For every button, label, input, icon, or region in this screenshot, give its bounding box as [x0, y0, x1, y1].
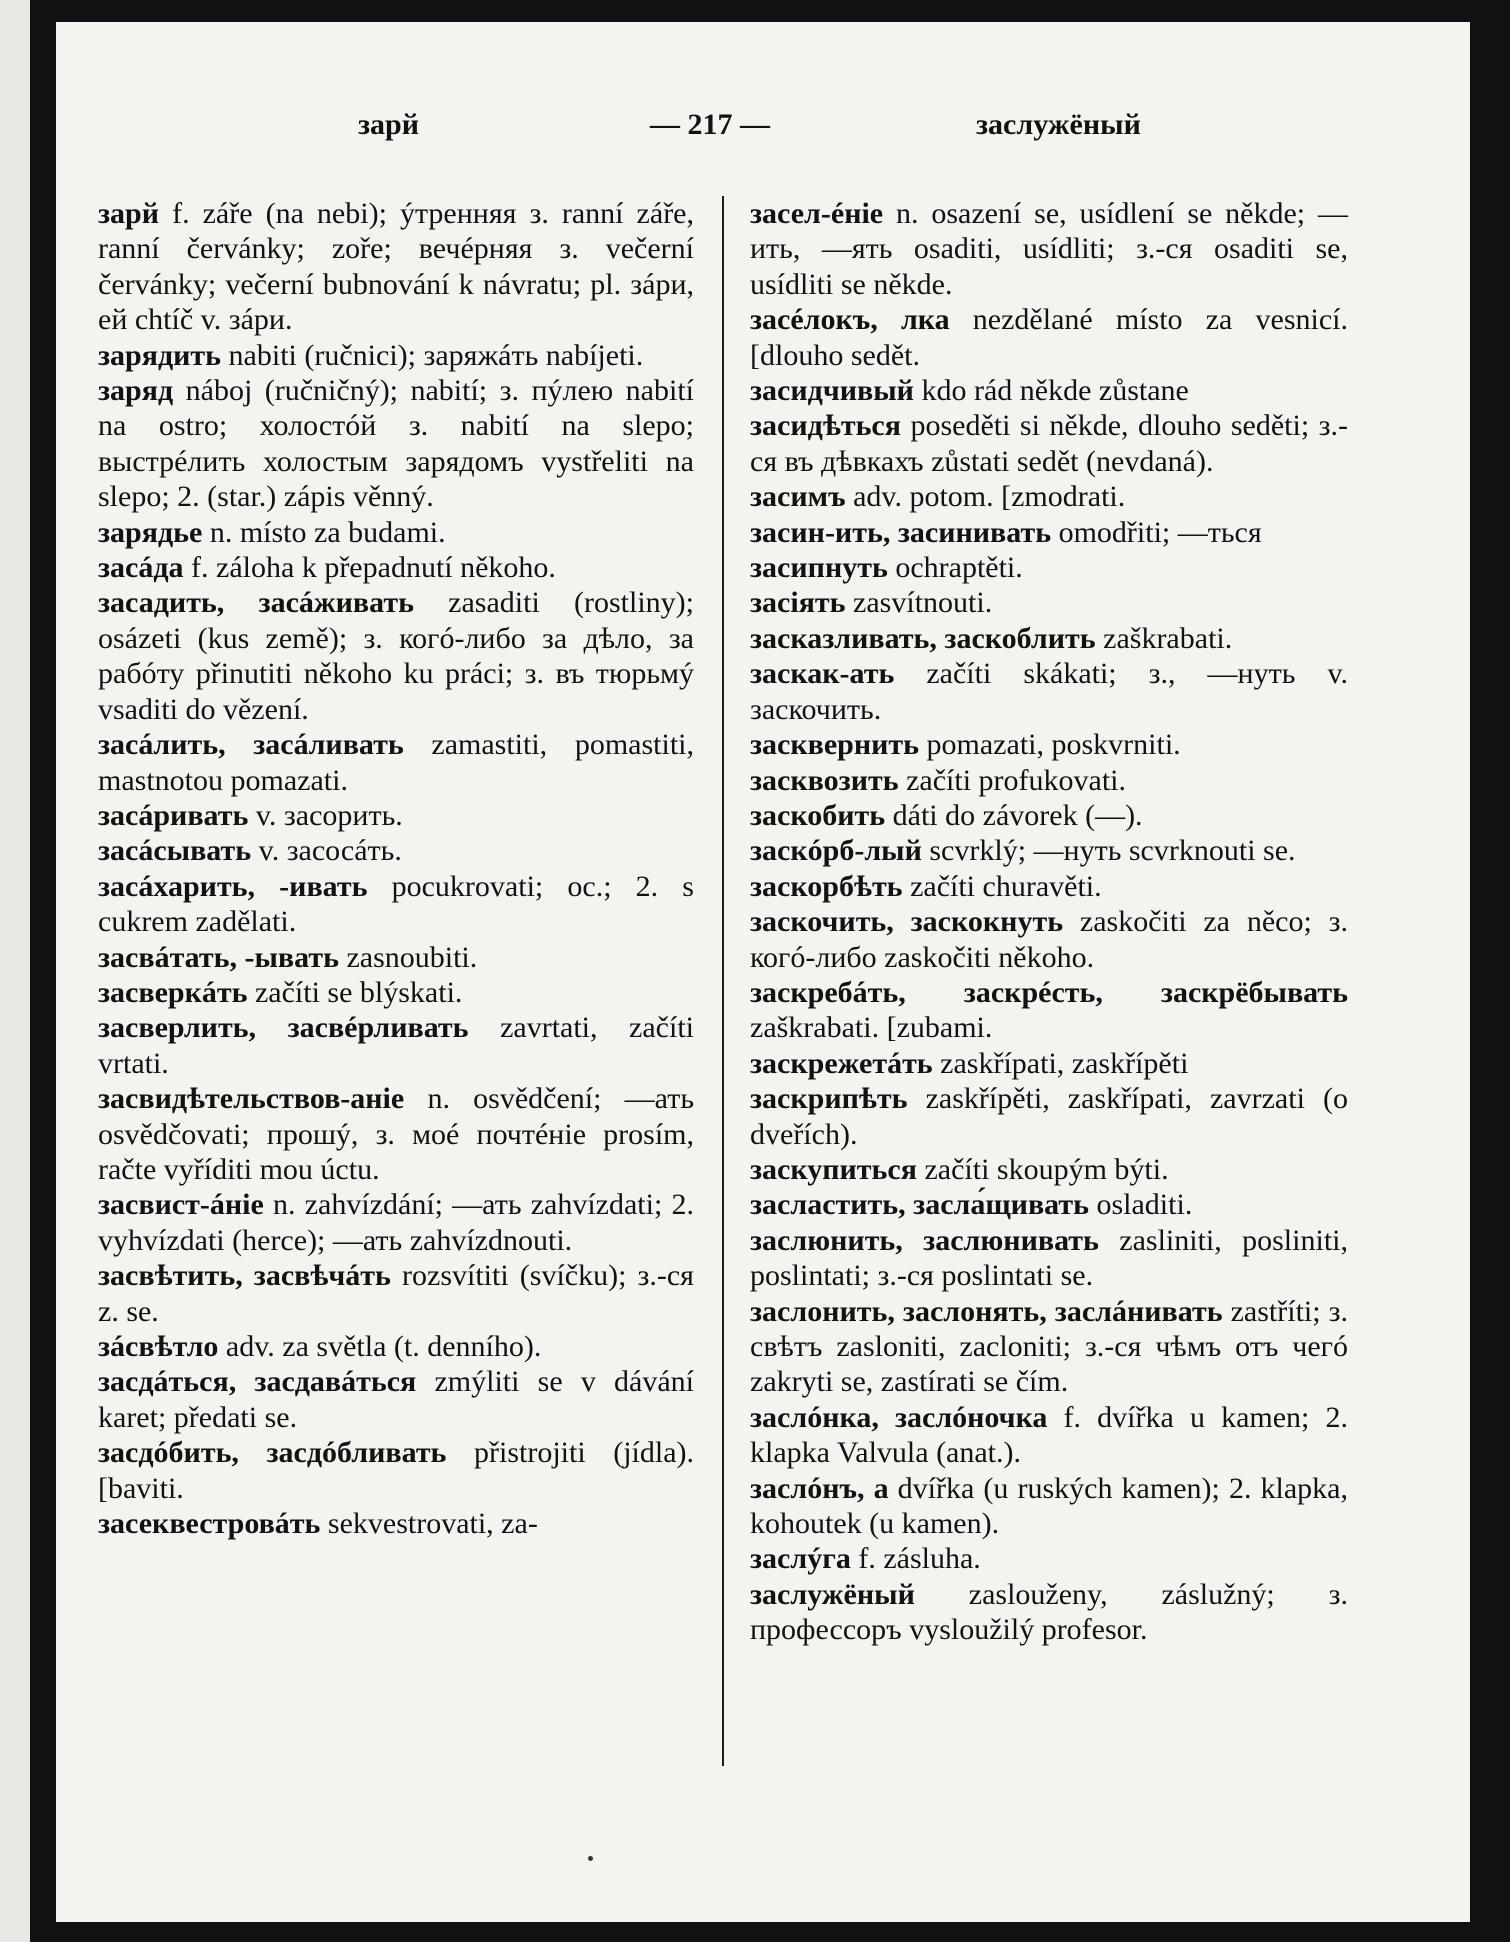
- entry-definition: zastříti; з. свѣтъ zasloniti, zacloniti; з.-ся чѣмъ отъ чегó zakryti se, zastírati se čím.: [750, 1294, 1348, 1399]
- entry-definition: omodřiti; —ться: [1051, 515, 1262, 549]
- column-divider: [722, 196, 724, 1766]
- entry-definition: začíti se blýskati.: [247, 975, 463, 1009]
- entry-definition: f. záře (na nebi); ýтренняя з. ranní záře, ranní červánky; zoře; вечéрняя з. večerní červánky; večerní bubnování k návratu; pl. зáри, ей chtíč v. зáри.: [98, 197, 694, 337]
- dictionary-entry: [98, 515, 694, 550]
- entry-definition: zaškrabati. [zubami.: [750, 1011, 993, 1045]
- entry-headword: засвидѣтельствов-аніе: [98, 1082, 405, 1116]
- entry-headword: засáсывать: [98, 834, 252, 868]
- entry-headword: засипнуть: [750, 551, 888, 585]
- left-column: [98, 196, 694, 1541]
- entry-headword: засластить, засла́щивать: [750, 1188, 1089, 1222]
- entry-definition: zmýliti se v dávání karet; předati se.: [98, 1365, 694, 1434]
- dictionary-entry: [750, 798, 1348, 833]
- entry-definition: scvrklý; —нуть scvrknouti se.: [921, 834, 1296, 868]
- entry-headword: засáлить, засáливать: [98, 728, 404, 762]
- entry-definition: začíti skákati; з., —нуть v. заскочить.: [750, 657, 1348, 726]
- entry-definition: zasaditi (rostliny); osázeti (kus země); з. когó-либо за дѣло, за рабóту přinutiti někoho ku práci; з. въ тюрьмý vsaditi do vězení.: [98, 586, 694, 726]
- entry-headword: заскóрб-лый: [750, 834, 922, 868]
- dictionary-entry: [750, 302, 1348, 373]
- entry-headword: зарядить: [98, 338, 222, 372]
- dictionary-entry: [750, 1081, 1348, 1152]
- entry-headword: засвист-áніе: [98, 1188, 264, 1222]
- entry-definition: zasliniti, posliniti, poslintati; з.-ся poslintati se.: [750, 1223, 1348, 1293]
- entry-definition: poseděti si někde, dlouho seděti; з.-ся въ дѣвкахъ zůstati sedět (nevdaná).: [750, 409, 1348, 478]
- entry-headword: засин-ить, засинивать: [750, 515, 1052, 549]
- entry-headword: заслюнить, заслюнивать: [750, 1223, 1099, 1257]
- entry-definition: nabiti (ručnici); заряжáть nabíjeti.: [221, 338, 644, 372]
- entry-headword: заскочить, заскокнуть: [750, 905, 1064, 939]
- entry-definition: začíti churavěti.: [902, 869, 1102, 903]
- dictionary-entry: [98, 1329, 694, 1364]
- entry-headword: засвѣтить, засвѣчáть: [98, 1259, 391, 1293]
- dictionary-entry: [750, 833, 1348, 868]
- entry-definition: n. místo za budami.: [202, 515, 446, 549]
- dictionary-entry: [750, 1046, 1348, 1081]
- entry-headword: заслóнка, заслóночка: [750, 1400, 1048, 1434]
- entry-definition: f. záloha k přepadnutí někoho.: [183, 551, 556, 585]
- right-column: [750, 196, 1348, 1648]
- dictionary-entry: [750, 1223, 1348, 1294]
- dictionary-entry: [98, 1364, 694, 1435]
- entry-definition: zavrtati, začíti vrtati.: [98, 1011, 694, 1080]
- entry-headword: заскобить: [750, 798, 886, 832]
- dictionary-entry: [750, 1187, 1348, 1222]
- entry-headword: засдáться, засдавáться: [98, 1365, 417, 1399]
- entry-definition: zaskočiti za něco; з. когó-либо zaskočiti někoho.: [750, 905, 1348, 974]
- ink-dot: [588, 1856, 593, 1861]
- dictionary-entry: [750, 1152, 1348, 1187]
- entry-definition: f. zásluha.: [850, 1542, 981, 1576]
- dictionary-entry: [750, 1471, 1348, 1542]
- dictionary-entry: [98, 585, 694, 727]
- dictionary-entry: [750, 1577, 1348, 1648]
- entry-definition: n. osvědčení; —ать osvědčovati; прошý, з. моé почтéніе prosím, račte vyříditi mou úctu.: [98, 1082, 694, 1186]
- dictionary-entry: [98, 798, 694, 833]
- dictionary-entry: [750, 869, 1348, 904]
- entry-headword: засіять: [750, 586, 846, 620]
- entry-headword: заскрежетáть: [750, 1046, 933, 1080]
- entry-headword: заслýга: [750, 1542, 851, 1576]
- entry-definition: začíti skoupým býti.: [916, 1152, 1169, 1186]
- dictionary-entry: [750, 479, 1348, 514]
- dictionary-entry: [750, 763, 1348, 798]
- entry-definition: v. засорить.: [248, 798, 403, 832]
- entry-headword: засквозить: [750, 763, 899, 797]
- entry-definition: zaskřípěti, zaskřípati, zavrzati (o dveřích).: [750, 1082, 1348, 1151]
- dictionary-entry: [98, 550, 694, 585]
- entry-headword: засказливать, заскоблить: [750, 621, 1096, 655]
- dictionary-entry: [98, 1081, 694, 1187]
- entry-headword: засел-éніе: [750, 197, 884, 230]
- dictionary-entry: [98, 1258, 694, 1329]
- entry-headword: засáхарить, -ивать: [98, 869, 368, 903]
- dictionary-entry: [98, 1435, 694, 1506]
- entry-headword: заслóнъ, а: [750, 1471, 889, 1505]
- dictionary-entry: [98, 1187, 694, 1258]
- dictionary-entry: [98, 338, 694, 373]
- dictionary-entry: [750, 373, 1348, 408]
- dictionary-entry: [98, 833, 694, 868]
- entry-headword: заряд: [98, 374, 174, 408]
- dictionary-entry: [750, 656, 1348, 727]
- entry-definition: zaslouženy, záslužný; з. профессоръ vysloužilý profesor.: [750, 1577, 1348, 1647]
- dictionary-entry: [750, 1294, 1348, 1400]
- entry-definition: přistrojiti (jídla). [baviti.: [98, 1436, 695, 1505]
- entry-definition: zaškrabati.: [1095, 621, 1233, 655]
- entry-headword: засидѣться: [750, 409, 901, 443]
- dictionary-entry: [98, 727, 694, 798]
- entry-headword: засéлокъ, лка: [750, 303, 950, 337]
- dictionary-entry: [98, 869, 694, 940]
- right-guide-word: заслужёный: [976, 108, 1141, 141]
- entry-definition: dáti do závorek (—).: [885, 798, 1143, 832]
- entry-definition: osladiti.: [1088, 1188, 1193, 1222]
- page-number: — 217 —: [650, 108, 770, 141]
- dictionary-entry: [750, 196, 1348, 302]
- dictionary-entry: [750, 585, 1348, 620]
- dictionary-entry: [750, 904, 1348, 975]
- entry-headword: засвáтать, -ывать: [98, 940, 339, 974]
- entry-definition: zasnoubiti.: [338, 940, 478, 974]
- dictionary-entry: [750, 975, 1348, 1046]
- entry-definition: v. засосáть.: [251, 834, 402, 868]
- entry-definition: zaskřípati, zaskřípěti: [932, 1046, 1189, 1080]
- entry-definition: začíti profukovati.: [898, 763, 1127, 797]
- entry-headword: засáривать: [98, 798, 249, 832]
- dictionary-entry: [750, 727, 1348, 762]
- entry-definition: zasvítnouti.: [845, 586, 993, 620]
- entry-headword: зарй: [98, 197, 160, 230]
- entry-headword: заскрипѣть: [750, 1082, 908, 1116]
- entry-definition: kdo rád někde zůstane: [913, 374, 1189, 408]
- dictionary-entry: [98, 975, 694, 1010]
- entry-headword: засадить, засáживать: [98, 586, 414, 620]
- entry-headword: засверлить, засвéрливать: [98, 1011, 469, 1045]
- entry-definition: sekvestrovati, za-: [320, 1507, 538, 1541]
- entry-definition: ochraptěti.: [887, 551, 1023, 585]
- entry-headword: заскорбѣть: [750, 869, 903, 903]
- entry-headword: засквернить: [750, 728, 920, 762]
- entry-headword: засдóбить, засдóбливать: [98, 1436, 447, 1470]
- entry-headword: засáда: [98, 551, 184, 585]
- entry-headword: заслужёный: [750, 1577, 915, 1611]
- dictionary-entry: [750, 621, 1348, 656]
- dictionary-entry: [98, 1010, 694, 1081]
- entry-headword: засидчивый: [750, 374, 914, 408]
- entry-definition: n. zahvízdání; —ать zahvízdati; 2. vyhvízdati (herce); —ать zahvízdnouti.: [98, 1188, 694, 1257]
- entry-headword: засимъ: [750, 480, 846, 514]
- dictionary-entry: [98, 196, 694, 338]
- entry-headword: засеквестровáть: [98, 1507, 321, 1541]
- entry-definition: adv. potom. [zmodrati.: [845, 480, 1126, 514]
- entry-definition: dvířka (u ruských kamen); 2. klapka, kohoutek (u kamen).: [750, 1471, 1348, 1541]
- entry-headword: заскупиться: [750, 1152, 917, 1186]
- facing-page-edge: [0, 0, 30, 1942]
- dictionary-entry: [750, 1400, 1348, 1471]
- entry-headword: заскребáть, заскрéсть, заскрёбывать: [750, 975, 1348, 1009]
- page-header: [0, 108, 1510, 158]
- left-guide-word: зарй: [358, 108, 420, 141]
- entry-definition: náboj (ručničný); nabití; з. пýлею nabití na ostro; холостóй з. nabití na slepo; выстрéлить холостым зарядомъ vystřeliti na slepo; 2. (star.) zápis věnný.: [98, 374, 694, 514]
- dictionary-entry: [98, 373, 694, 515]
- dictionary-entry: [98, 940, 694, 975]
- entry-headword: зáсвѣтло: [98, 1330, 219, 1363]
- dictionary-entry: [750, 408, 1348, 479]
- entry-headword: засверкáть: [98, 975, 248, 1009]
- dictionary-entry: [750, 1541, 1348, 1576]
- entry-definition: pocukrovati; oc.; 2. s cukrem zadělati.: [98, 869, 694, 939]
- entry-headword: заслонить, заслонять, заслáнивать: [750, 1294, 1223, 1328]
- dictionary-entry: [750, 550, 1348, 585]
- entry-definition: f. dvířka u kamen; 2. klapka Valvula (anat.).: [750, 1400, 1349, 1470]
- dictionary-entry: [98, 1506, 694, 1541]
- entry-definition: nezdělané místo za vesnicí. [dlouho sedět.: [750, 303, 1348, 372]
- entry-definition: rozsvítiti (svíčku); з.-ся z. se.: [98, 1259, 694, 1328]
- entry-definition: pomazati, poskvrniti.: [919, 728, 1181, 762]
- entry-definition: zamastiti, pomastiti, mastnotou pomazati.: [98, 728, 694, 797]
- entry-definition: adv. za světla (t. denního).: [218, 1330, 542, 1363]
- entry-headword: зарядье: [98, 515, 203, 549]
- entry-definition: n. osazení se, usídlení se někde; —ить, —ять osaditi, usídliti; з.-ся osaditi se, usídliti se někde.: [750, 197, 1348, 301]
- dictionary-entry: [750, 515, 1348, 550]
- entry-headword: заскак-ать: [750, 657, 895, 691]
